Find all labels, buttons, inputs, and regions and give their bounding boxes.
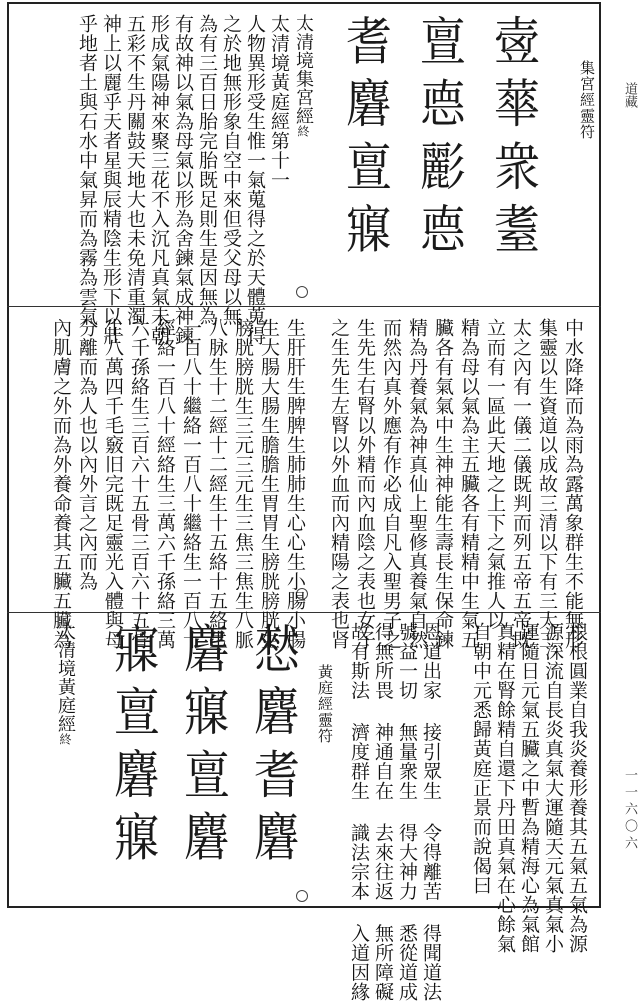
text-column: 有故神以氣為母氣以形為舍鍊氣成神鍊 <box>172 14 194 346</box>
text-column: 自朝中元悉歸黃庭正景而說偈曰 <box>470 622 492 895</box>
text-column: 八脉生十二經十二經生十五絡十五絡生 <box>206 318 228 650</box>
text-column: 之於地無形象自空中來但受父母以無 <box>220 14 242 326</box>
text-column: 乎地者土與石水中氣昇而為霧為雲氣 <box>76 14 98 326</box>
talisman-title: 黃庭經靈符 <box>316 664 334 744</box>
text-column: 神上以麗乎天者星與辰精陰生形下以壯 <box>100 14 122 346</box>
volume-number: 一一六〇六 <box>622 768 637 853</box>
seal-row: 麏寱亶麏 <box>177 622 231 873</box>
end-marker: 終 <box>58 733 72 746</box>
canon-label: 道藏 <box>622 82 637 108</box>
text-column: 而然內真外應有作必成自凡入聖男子之 <box>380 318 402 650</box>
text-column: 真精在腎餘精自還下丹田真氣在心餘氣 <box>494 622 516 954</box>
seal-row: 寱亶麏寱 <box>107 622 161 873</box>
text-column: 集靈以生資道以成故三清以下有三大三 <box>536 318 558 650</box>
text-column: 運隨日元氣五臟之中暫為精海心為氣館 <box>518 622 540 954</box>
text-column: 太清境黃庭經第十一 <box>268 14 290 190</box>
text-column: 源深流自長炎真氣大運隨天元氣真氣小 <box>542 622 564 954</box>
text-column: 為有三百日胎完胎既足則生是因無為 <box>196 14 218 326</box>
text-column: 六千孫絡生三百六十五骨三百六十五骨 <box>128 318 150 650</box>
text-column: 之生先生左腎以外血而內精陽之表也肾 <box>328 318 350 650</box>
text-column: 形成氣陽神來聚三花不入沉凡真氣未朝 <box>148 14 170 346</box>
seal-row: 憖麏耆麏 <box>247 622 301 873</box>
text-column: 生先生右腎以外精而內血陰之表也女子 <box>354 318 376 650</box>
text-column: 膀胱膀胱生三元三元生三焦三焦生八脈 <box>232 318 254 650</box>
scripture-title <box>54 622 76 746</box>
verse-column: 故有斯法 濟度群生 識法宗本 入道因緣 <box>348 622 370 1002</box>
text-column: 人物異形受生惟一氣蒐得之於天體蒐得 <box>244 14 266 346</box>
text-column: 生八萬四千毛竅旧完既足靈光入體與母 <box>102 318 124 650</box>
text-column: 太之內有一儀二儀既判而列五帝五帝既 <box>510 318 532 650</box>
scripture-title <box>292 14 314 138</box>
text-column: 中水降降而為雨為露萬象群生不能無形 <box>562 318 584 650</box>
text-column: 根根圓業自我炎養形養其五氣五氣為源 <box>566 622 588 954</box>
text-column: 經絡一百八十經絡生三萬六千孫絡三萬 <box>154 318 176 650</box>
text-column: 精為丹養氣為神真仙上聖修真養氣自然 <box>406 318 428 650</box>
seal-row: 耆麏亶寱 <box>339 14 393 265</box>
text-column: 臟各有氣氣中生神神能生壽長生保命鍊 <box>432 318 454 650</box>
verse-column: 恩道出家 接引眾生 令得離苦 得聞道法 <box>420 622 442 1002</box>
scripture-title-text: 太清境黃庭經 <box>55 622 76 733</box>
binding-hole <box>296 890 308 902</box>
seal-row: 亶㥁彲㥁 <box>413 14 467 265</box>
text-column: 五彩不生丹關鼓天地大也未免清重濁 <box>124 14 146 326</box>
text-column: 分離而為人也以內外言之內而為 <box>76 318 98 591</box>
seal-row: 㚃蕐衆耋 <box>487 14 541 265</box>
talisman-title: 集宮經靈符 <box>578 60 596 140</box>
binding-hole <box>296 286 308 298</box>
text-column: 生大腸大腸生膽膽生胃胃生膀胱膀胱生 <box>258 318 280 650</box>
text-column: 內肌膚之外而為外養命養其五臟五臟為 <box>50 318 72 650</box>
text-column: 精為母以氣為主五臟各有精精中生氣五 <box>458 318 480 650</box>
verse-column: 得無所畏 神通自在 去來往返 無所障礙 <box>372 622 394 1002</box>
text-column: 一百八十繼絡一百八十繼絡生一百八十 <box>180 318 202 650</box>
verse-column: 號益一切 無量衆生 得大神力 悉從道成 <box>396 622 418 1002</box>
end-marker: 終 <box>296 125 310 138</box>
text-column: 立而有一區此天地之上下之氣推人以 <box>484 318 506 630</box>
scripture-title-text: 太清境集宮經 <box>293 14 314 125</box>
text-column: 生肝肝生脾脾生肺肺生心心生小腸小腸 <box>284 318 306 650</box>
